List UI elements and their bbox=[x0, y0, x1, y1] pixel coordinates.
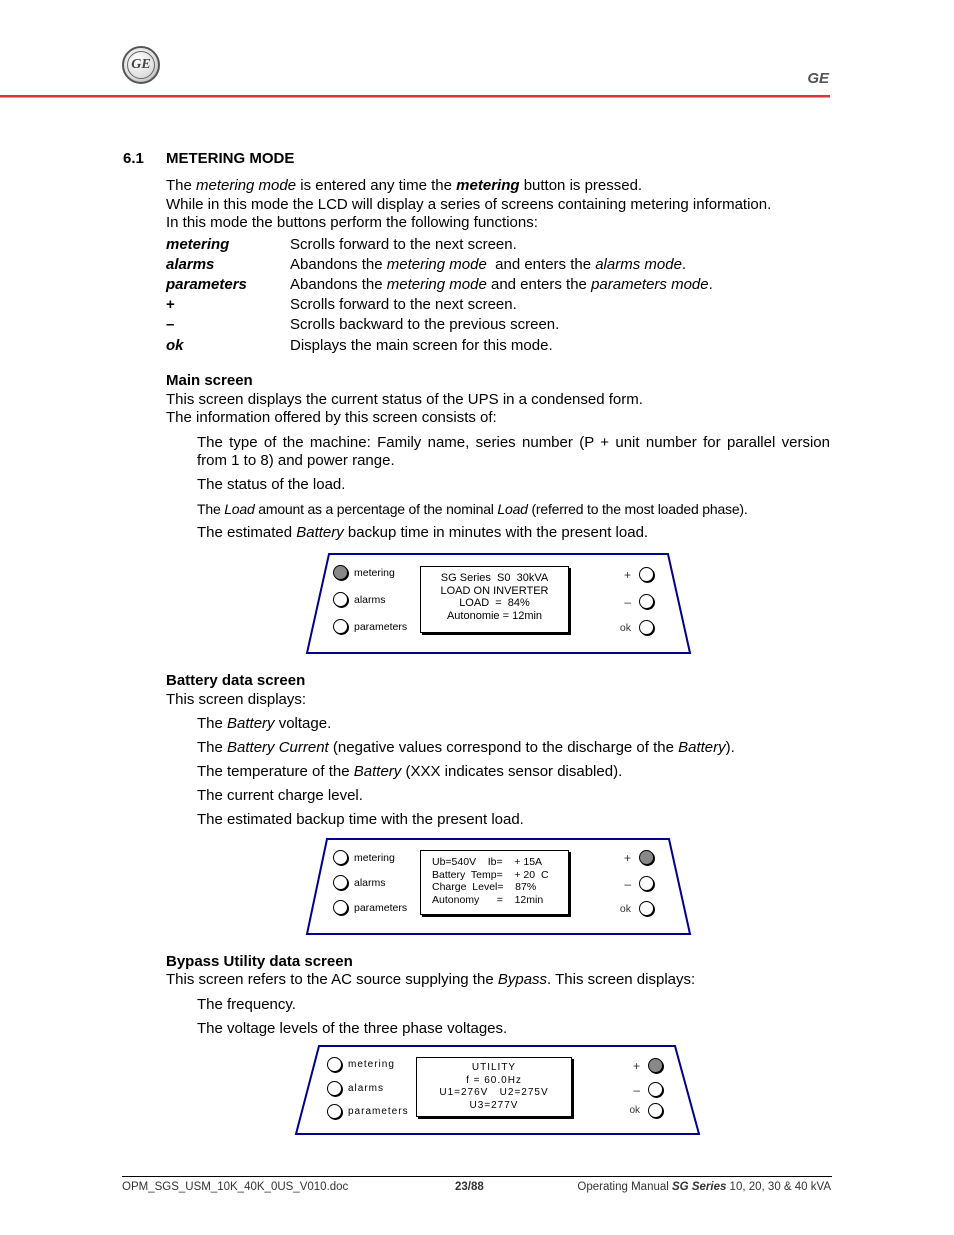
lcd-line-2: Battery Temp= + 20 C bbox=[432, 868, 549, 881]
section-number: 6.1 bbox=[123, 150, 144, 167]
alarms-knob[interactable] bbox=[333, 592, 348, 607]
ok-knob[interactable] bbox=[648, 1103, 663, 1118]
lcd-line-1: Ub=540V Ib= + 15A bbox=[432, 856, 543, 868]
control-panel-bypass bbox=[294, 1045, 702, 1137]
plus-button[interactable] bbox=[617, 567, 654, 582]
plus-label: + bbox=[623, 567, 631, 582]
main-screen-heading: Main screen bbox=[166, 372, 253, 389]
lcd-line-1: SG Series S0 30kVA bbox=[440, 572, 549, 584]
footer-rule bbox=[122, 1176, 832, 1177]
metering-label: metering bbox=[354, 566, 395, 579]
function-row-alarms: alarms Abandons the metering mode and enters the alarms mode. bbox=[166, 256, 687, 273]
intro-line-1: The metering mode is entered any time the metering button is pressed. bbox=[166, 177, 643, 194]
alarms-label: alarms bbox=[348, 1083, 385, 1094]
lcd-display bbox=[420, 850, 569, 915]
minus-button[interactable] bbox=[617, 594, 654, 609]
minus-knob[interactable] bbox=[639, 594, 654, 609]
battery-item-2: The Battery Current (negative values correspond to the discharge of the Battery). bbox=[197, 739, 735, 756]
plus-label: + bbox=[632, 1058, 640, 1073]
plus-knob[interactable] bbox=[639, 567, 654, 582]
lcd-line-2: f = 60.0Hz bbox=[466, 1074, 522, 1086]
brand-name: GE bbox=[807, 70, 829, 87]
main-screen-item-4: The estimated Battery backup time in minutes with the present load. bbox=[197, 524, 649, 541]
battery-screen-line-1: This screen displays: bbox=[166, 691, 307, 708]
ok-knob[interactable] bbox=[639, 901, 654, 916]
footer-doc-name: OPM_SGS_USM_10K_40K_0US_V010.doc bbox=[122, 1181, 349, 1193]
metering-button[interactable] bbox=[333, 565, 395, 580]
main-screen-item-1: The type of the machine: Family name, series number (P + unit number for parallel version from 1 to 8) and power range. bbox=[197, 434, 830, 469]
ok-button[interactable] bbox=[617, 620, 654, 635]
bypass-item-2: The voltage levels of the three phase voltages. bbox=[197, 1020, 508, 1037]
function-row-metering: metering Scrolls forward to the next screen. bbox=[166, 236, 517, 253]
metering-button[interactable] bbox=[327, 1057, 395, 1072]
battery-item-5: The estimated backup time with the present load. bbox=[197, 811, 524, 828]
lcd-line-3: LOAD = 84% bbox=[459, 597, 530, 609]
footer-page-number: 23/88 bbox=[455, 1181, 484, 1193]
lcd-line-3: Charge Level= 87% bbox=[432, 881, 537, 893]
bypass-screen-line-1: This screen refers to the AC source supplying the Bypass. This screen displays: bbox=[166, 971, 696, 988]
alarms-knob[interactable] bbox=[327, 1081, 342, 1096]
parameters-label: parameters bbox=[348, 1106, 409, 1117]
function-row-minus: – Scrolls backward to the previous screen. bbox=[166, 316, 560, 333]
plus-knob[interactable] bbox=[639, 850, 654, 865]
main-screen-item-3: The Load amount as a percentage of the nominal Load (referred to the most loaded phase). bbox=[197, 501, 748, 517]
battery-item-4: The current charge level. bbox=[197, 787, 363, 804]
ok-button[interactable] bbox=[626, 1103, 663, 1118]
metering-label: metering bbox=[354, 851, 395, 864]
plus-label: + bbox=[623, 850, 631, 865]
metering-button[interactable] bbox=[333, 850, 395, 865]
parameters-knob[interactable] bbox=[333, 619, 348, 634]
alarms-label: alarms bbox=[354, 876, 386, 889]
lcd-line-2: LOAD ON INVERTER bbox=[440, 584, 549, 597]
parameters-knob[interactable] bbox=[333, 900, 348, 915]
parameters-button[interactable] bbox=[327, 1104, 409, 1119]
control-panel-main bbox=[305, 553, 693, 655]
metering-knob[interactable] bbox=[327, 1057, 342, 1072]
minus-label: – bbox=[624, 876, 631, 891]
metering-label: metering bbox=[348, 1059, 395, 1070]
alarms-knob[interactable] bbox=[333, 875, 348, 890]
section-heading bbox=[123, 150, 294, 167]
ge-logo bbox=[122, 46, 160, 84]
section-title: METERING MODE bbox=[166, 150, 295, 167]
intro-line-3: In this mode the buttons perform the following functions: bbox=[166, 214, 538, 231]
footer-manual-title: Operating Manual SG Series 10, 20, 30 & 40 kVA bbox=[577, 1181, 831, 1193]
lcd-line-4: Autonomy = 12min bbox=[432, 893, 544, 906]
metering-knob[interactable] bbox=[333, 850, 348, 865]
alarms-button[interactable] bbox=[327, 1081, 384, 1096]
minus-label: – bbox=[633, 1082, 640, 1097]
main-screen-line-2: The information offered by this screen consists of: bbox=[166, 409, 497, 426]
parameters-label: parameters bbox=[354, 620, 408, 633]
parameters-button[interactable] bbox=[333, 900, 407, 915]
plus-button[interactable] bbox=[617, 850, 654, 865]
battery-item-1: The Battery voltage. bbox=[197, 715, 332, 732]
plus-knob[interactable] bbox=[648, 1058, 663, 1073]
battery-item-3: The temperature of the Battery (XXX indicates sensor disabled). bbox=[197, 763, 623, 780]
bypass-item-1: The frequency. bbox=[197, 996, 296, 1013]
alarms-label: alarms bbox=[354, 593, 386, 606]
ok-label: ok bbox=[629, 1105, 640, 1116]
intro-line-2: While in this mode the LCD will display a series of screens containing metering information. bbox=[166, 196, 772, 213]
header-rule-light bbox=[0, 97, 830, 98]
minus-label: – bbox=[624, 594, 631, 609]
ok-label: ok bbox=[619, 902, 631, 915]
ok-knob[interactable] bbox=[639, 620, 654, 635]
parameters-label: parameters bbox=[354, 901, 408, 914]
parameters-knob[interactable] bbox=[327, 1104, 342, 1119]
function-row-plus: + Scrolls forward to the next screen. bbox=[166, 296, 517, 313]
lcd-display bbox=[420, 566, 569, 633]
battery-screen-heading: Battery data screen bbox=[166, 672, 306, 689]
lcd-display bbox=[416, 1057, 572, 1117]
lcd-line-4: U3=277V bbox=[469, 1099, 519, 1111]
control-panel-battery bbox=[305, 838, 693, 936]
alarms-button[interactable] bbox=[333, 875, 386, 890]
bypass-screen-heading: Bypass Utility data screen bbox=[166, 953, 353, 970]
ok-label: ok bbox=[619, 621, 631, 634]
minus-button[interactable] bbox=[626, 1082, 663, 1097]
alarms-button[interactable] bbox=[333, 592, 386, 607]
lcd-line-1: UTILITY bbox=[471, 1062, 517, 1073]
minus-button[interactable] bbox=[617, 876, 654, 891]
main-screen-line-1: This screen displays the current status of the UPS in a condensed form. bbox=[166, 391, 643, 408]
lcd-line-4: Autonomie = 12min bbox=[446, 609, 543, 622]
parameters-button[interactable] bbox=[333, 619, 407, 634]
function-row-parameters: parameters Abandons the metering mode and enters the parameters mode. bbox=[166, 276, 713, 293]
metering-knob[interactable] bbox=[333, 565, 348, 580]
minus-knob[interactable] bbox=[639, 876, 654, 891]
minus-knob[interactable] bbox=[648, 1082, 663, 1097]
function-row-ok: ok Displays the main screen for this mode. bbox=[166, 337, 553, 354]
main-screen-item-2: The status of the load. bbox=[197, 476, 346, 493]
plus-button[interactable] bbox=[626, 1058, 663, 1073]
ge-logo-mark: GE bbox=[127, 51, 155, 79]
lcd-line-3: U1=276V U2=275V bbox=[439, 1087, 549, 1098]
ok-button[interactable] bbox=[617, 901, 654, 916]
